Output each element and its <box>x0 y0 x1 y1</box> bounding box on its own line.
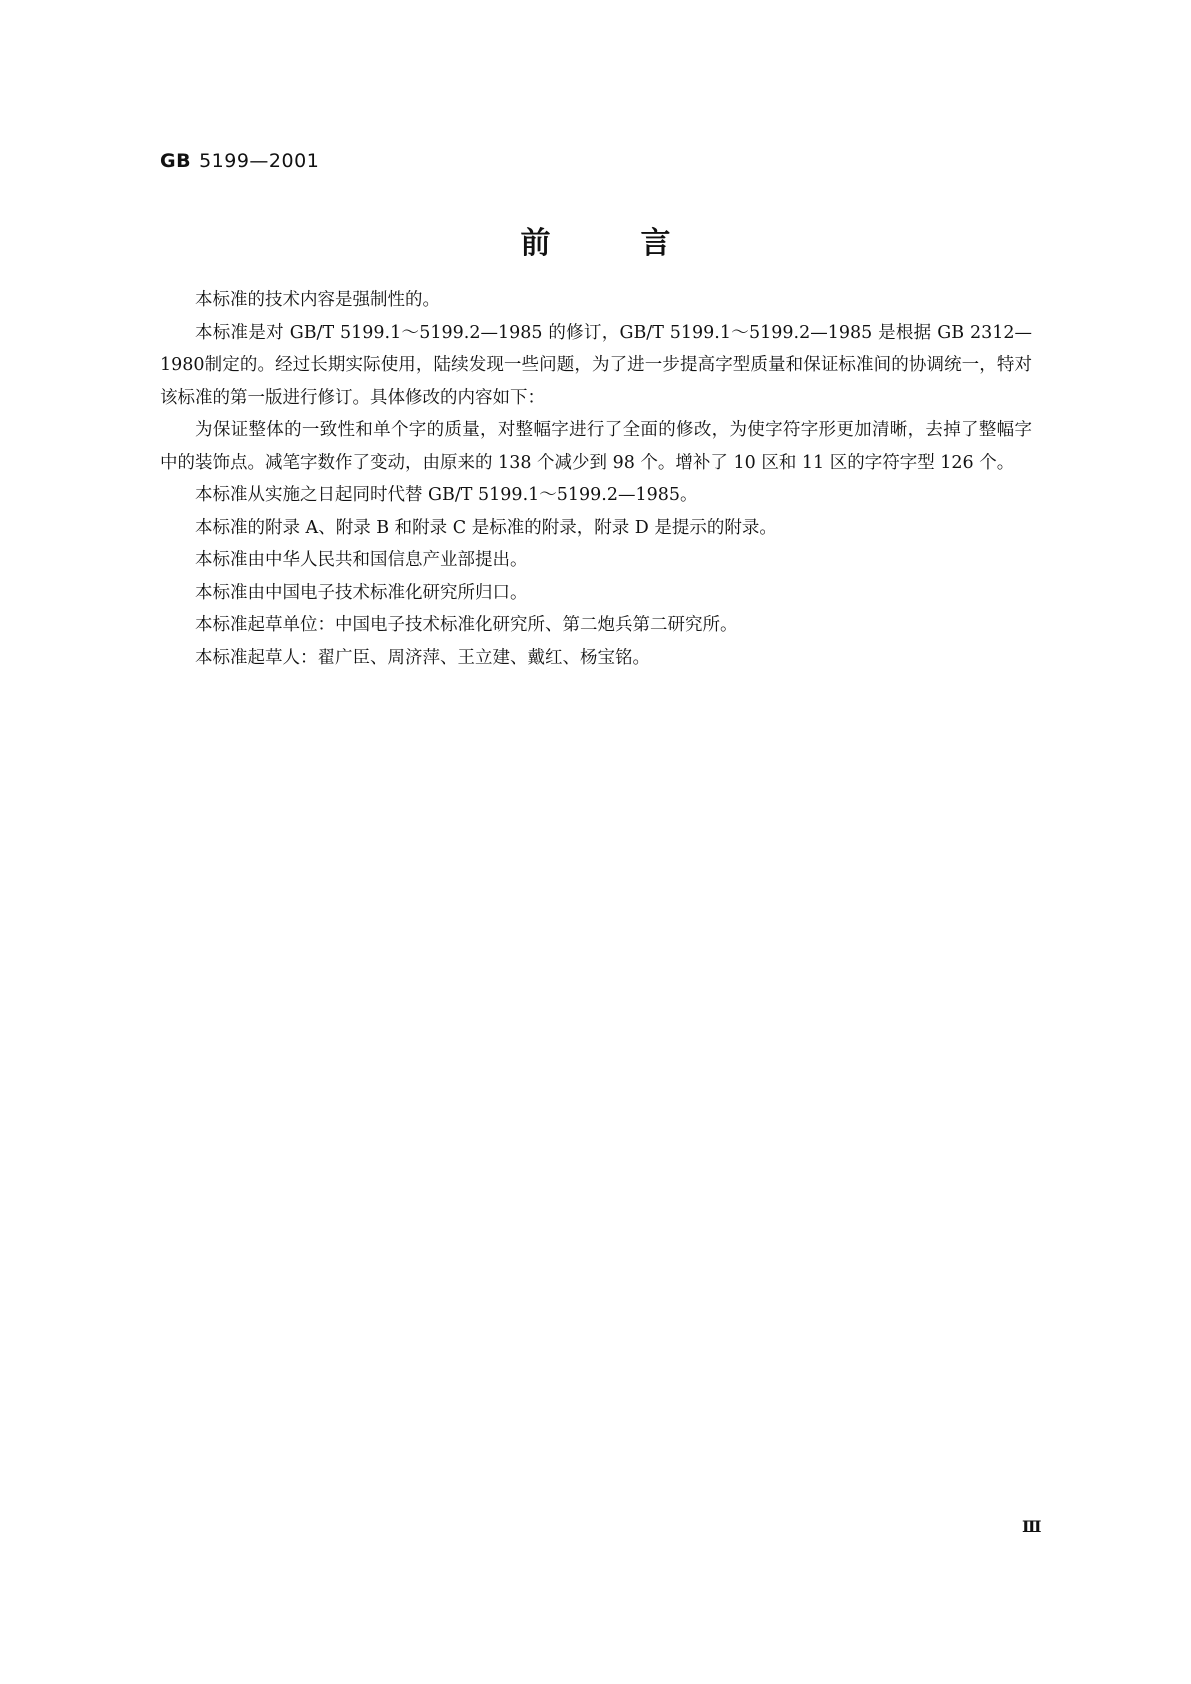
page-number: Ⅲ <box>1022 1517 1042 1536</box>
paragraph: 本标准起草单位：中国电子技术标准化研究所、第二炮兵第二研究所。 <box>195 615 738 635</box>
standard-number: 5199—2001 <box>199 150 320 172</box>
document-header <box>160 150 319 172</box>
paragraph: 本标准由中国电子技术标准化研究所归口。 <box>195 582 528 603</box>
paragraph: 本标准的附录 A、附录 B 和附录 C 是标准的附录，附录 D 是提示的附录。 <box>195 517 777 538</box>
foreword-body <box>160 284 1032 674</box>
paragraph: 本标准从实施之日起同时代替 GB/T 5199.1～5199.2—1985。 <box>195 485 698 505</box>
paragraph: 本标准由中华人民共和国信息产业部提出。 <box>195 550 528 570</box>
paragraph: 本标准是对 GB/T 5199.1～5199.2—1985 的修订，GB/T 5199.1～5199.2—1985 是根据 GB 2312—1980制定的。经过长期实际使用，陆续发现一些问题，为了进一步提高字型质量和保证标准间的协调统一，特对该标准的第一版进行修订。具体修改的内容如下： <box>160 322 1032 408</box>
standard-prefix: GB <box>160 150 192 172</box>
page-title: 前言 <box>520 226 761 261</box>
paragraph: 为保证整体的一致性和单个字的质量，对整幅字进行了全面的修改，为使字符字形更加清晰，去掉了整幅字中的装饰点。减笔字数作了变动，由原来的 138 个减少到 98 个。增补了 10 区和 11 区的字符字型 126 个。 <box>160 420 1032 473</box>
paragraph: 本标准的技术内容是强制性的。 <box>195 290 440 310</box>
paragraph: 本标准起草人：翟广臣、周济萍、王立建、戴红、杨宝铭。 <box>195 647 650 668</box>
